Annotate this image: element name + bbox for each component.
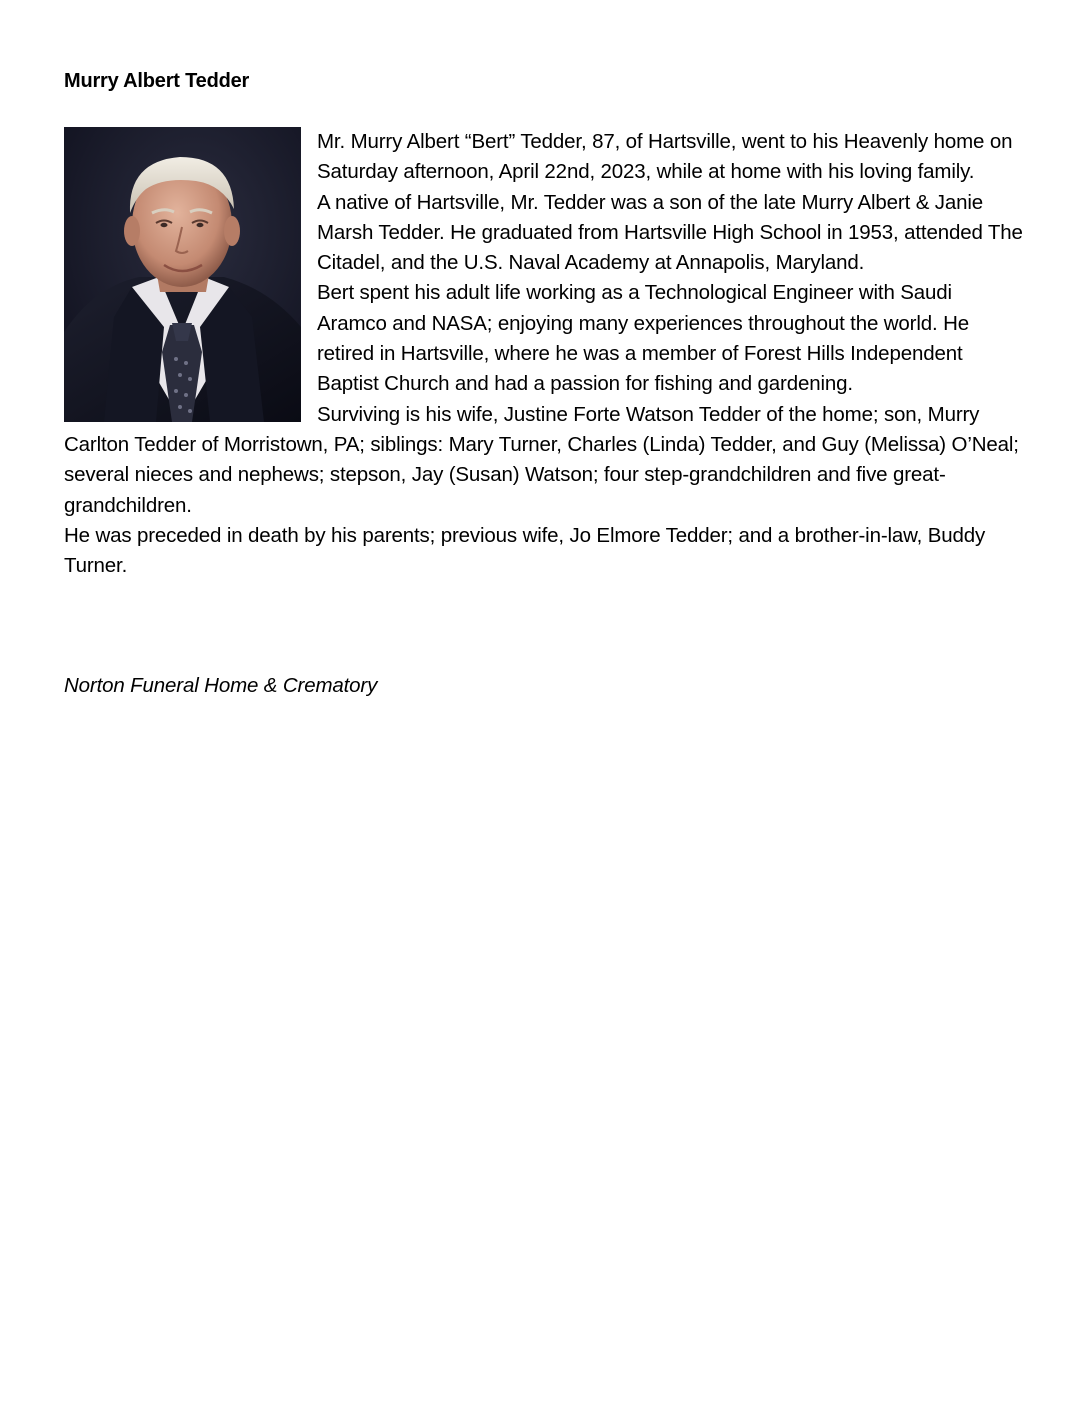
portrait-image [64, 127, 301, 422]
obituary-paragraph-survivors: Surviving is his wife, Justine Forte Watson Tedder of the home; son, Murry Carlton Tedder of Morristown, PA; siblings: Mary Turner, Charles (Linda) Tedder, and Guy (Melissa) O’Neal; several nieces and nephews; stepson, Jay (Susan) Watson; four step-grandchildren and five great-grandchildren. [64, 402, 1019, 517]
funeral-home-signature: Norton Funeral Home & Crematory [64, 674, 378, 697]
obituary-paragraph-background: A native of Hartsville, Mr. Tedder was a son of the late Murry Albert & Janie Marsh Tedder. He graduated from Hartsville High School in 1953, attended The Citadel, and the U.S. Naval Academy at Annapolis, Maryland. [317, 190, 1023, 275]
obituary-paragraph-preceded: He was preceded in death by his parents; previous wife, Jo Elmore Tedder; and a brother-in-law, Buddy Turner. [64, 523, 986, 578]
obituary-body [64, 127, 1024, 581]
obituary-paragraph-career: Bert spent his adult life working as a Technological Engineer with Saudi Aramco and NASA; enjoying many experiences throughout the world. He retired in Hartsville, where he was a member of Forest Hills Independent Baptist Church and had a passion for fishing and gardening. [317, 281, 970, 396]
portrait-photo [64, 127, 301, 422]
page-title: Murry Albert Tedder [64, 70, 250, 92]
obituary-paragraph-intro: Mr. Murry Albert “Bert” Tedder, 87, of Hartsville, went to his Heavenly home on Saturday afternoon, April 22nd, 2023, while at home with his loving family. [317, 130, 1013, 184]
